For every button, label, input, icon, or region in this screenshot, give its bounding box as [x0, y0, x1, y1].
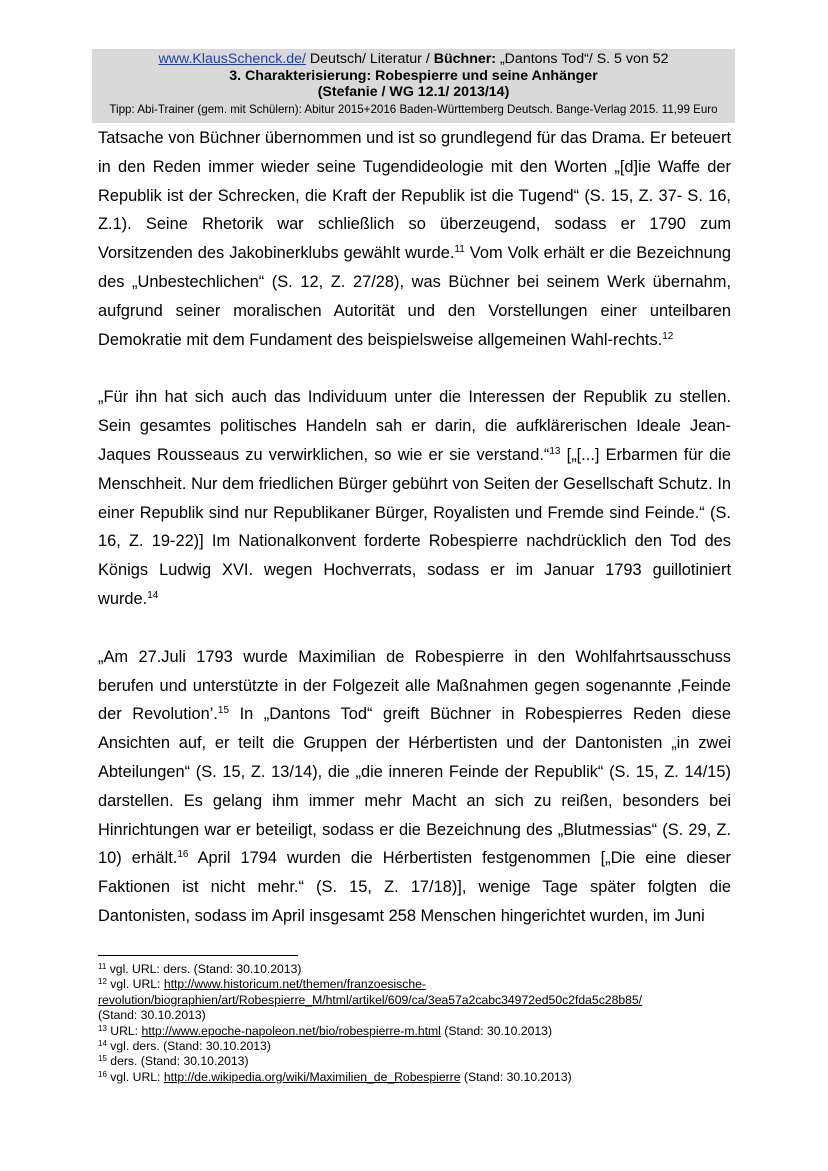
footnote-link[interactable]: http://www.epoche-napoleon.net/bio/robespierre-m.html	[141, 1023, 441, 1038]
footnotes	[98, 962, 738, 1085]
paragraph-text: In „Dantons Tod“ greift Büchner in Robespierres Reden diese Ansichten auf, er teilt die Gruppen der Hérbertisten und der Dantonisten „in zwei Abteilungen“ (S. 15, Z. 13/14), die „die inneren Feinde der Republik“ (S. 15, Z. 14/15) darstellen. Es gelang ihm immer mehr Macht an sich zu reißen, besonders bei Hinrichtungen war er beteiligt, sodass er die Bezeichnung des „Blutmessias“ (S. 29, Z. 10) erhält.	[98, 705, 731, 868]
footnote-link[interactable]: http://www.historicum.net/themen/franzoesische-	[163, 977, 426, 992]
footnote-text: vgl. URL: ders. (Stand: 30.10.2013)	[106, 962, 302, 976]
footnote-number: 15	[98, 1054, 107, 1064]
footnote-16	[98, 1070, 738, 1085]
footnote-text: vgl. URL:	[106, 1069, 164, 1084]
page-header	[92, 49, 735, 123]
footnote-ref: 12	[662, 330, 674, 342]
footnote-text: vgl. ders. (Stand: 30.10.2013)	[106, 1039, 271, 1054]
footnote-ref: 13	[549, 445, 561, 457]
paragraph-text: April 1794 wurden die Hérbertisten festgenommen [„Die eine dieser Faktionen ist nicht mehr.“ (S. 15, Z. 17/18)], wenige Tage später folgten die Dantonisten, sodass im April insgesamt 258 Menschen hingerichtet wurden, im Juni	[98, 849, 731, 925]
footnote-date: (Stand: 30.10.2013)	[98, 1008, 206, 1023]
footnote-12	[98, 977, 738, 1023]
paragraph-2	[98, 383, 731, 613]
footnote-13	[98, 1024, 738, 1039]
footnote-number: 14	[98, 1039, 107, 1049]
chapter-title: 3. Charakterisierung: Robespierre und seine Anhänger	[229, 68, 598, 84]
footnote-ref: 14	[147, 589, 159, 601]
footnote-number: 13	[98, 1023, 107, 1033]
paragraph-3	[98, 643, 731, 931]
footnote-ref: 11	[454, 244, 465, 256]
footnote-15	[98, 1054, 738, 1069]
paragraph-text: Vom Volk erhält er die Bezeichnung des „Unbestechlichen“ (S. 12, Z. 27/28), was Büchner bei seinem Werk übernahm, aufgrund seiner moralischen Autorität und den Vorstellungen einer unteilbaren Demokratie mit dem Fundament des beispielsweise allgemeinen Wahl-rechts.	[98, 244, 731, 349]
tip-line: Tipp: Abi-Trainer (gem. mit Schülern): Abitur 2015+2016 Baden-Württemberg Deutsch. Bange-Verlag 2015. 11,99 Euro	[109, 103, 718, 116]
footnote-link[interactable]: revolution/biographien/art/Robespierre_M/html/artikel/609/ca/3ea57a2cabc34972ed50c2fda5c28b85/	[98, 992, 643, 1007]
footnote-14	[98, 1039, 738, 1054]
paragraph-text: „Am 27.Juli 1793 wurde Maximilian de Robespierre in den Wohlfahrtsausschuss berufen und unterstützte in der Folgezeit alle Maßnahmen gegen sogenannte ‚Feinde der Revolution’.	[98, 647, 731, 724]
site-link[interactable]: www.KlausSchenck.de/	[158, 51, 306, 67]
header-breadcrumb	[92, 51, 735, 68]
main-text	[98, 124, 731, 960]
footnote-ref: 16	[177, 849, 189, 861]
paragraph-text: „Für ihn hat sich auch das Individuum unter die Interessen der Republik zu stellen. Sein gesamtes politisches Handeln sah er darin, die aufklärerischen Ideale Jean-Jaques Rousseaus zu verwirklichen, so wie er sie verstand.“	[98, 388, 731, 464]
footnote-number: 16	[98, 1069, 107, 1079]
footnote-date: (Stand: 30.10.2013)	[460, 1069, 572, 1084]
breadcrumb-work-page: „Dantons Tod“/ S. 5 von 52	[496, 51, 669, 67]
authors-line: (Stefanie / WG 12.1/ 2013/14)	[317, 84, 510, 100]
paragraph-text: Tatsache von Büchner übernommen und ist so grundlegend für das Drama. Er beteuert in den Reden immer wieder seine Tugendideologie mit den Worten „[d]ie Waffe der Republik ist der Schrecken, die Kraft der Republik ist die Tugend“ (S. 15, Z. 37- S. 16, Z.1). Seine Rhetorik war schließlich so überzeugend, sodass er 1790 zum Vorsitzenden des Jakobinerklubs gewählt wurde.	[98, 129, 731, 263]
footnote-link[interactable]: http://de.wikipedia.org/wiki/Maximilien_de_Robespierre	[163, 1069, 461, 1084]
footnote-text: vgl. URL:	[106, 977, 164, 992]
breadcrumb-author: Büchner:	[433, 51, 497, 67]
paragraph-text: [„[...] Erbarmen für die Menschheit. Nur dem friedlichen Bürger gebührt von Seiten der Gesellschaft Schutz. In einer Republik sind nur Republikaner Bürger, Royalisten und Fremde sind Feinde.“ (S. 16, Z. 19-22)] Im Nationalkonvent forderte Robespierre nachdrücklich den Tod des Königs Ludwig XVI. wegen Hochverrats, sodass er im Januar 1793 guillotiniert wurde.	[98, 445, 732, 608]
footnote-text: URL:	[106, 1023, 142, 1038]
footnote-date: (Stand: 30.10.2013)	[440, 1023, 553, 1038]
footnote-number: 12	[98, 977, 107, 987]
breadcrumb-section: Deutsch/ Literatur /	[305, 51, 434, 67]
paragraph-1	[98, 124, 731, 354]
footnote-text: ders. (Stand: 30.10.2013)	[106, 1054, 249, 1069]
footnote-11	[98, 962, 738, 977]
footnote-number: 11	[98, 962, 107, 971]
footnote-separator	[98, 955, 298, 956]
footnote-ref: 15	[217, 705, 230, 717]
